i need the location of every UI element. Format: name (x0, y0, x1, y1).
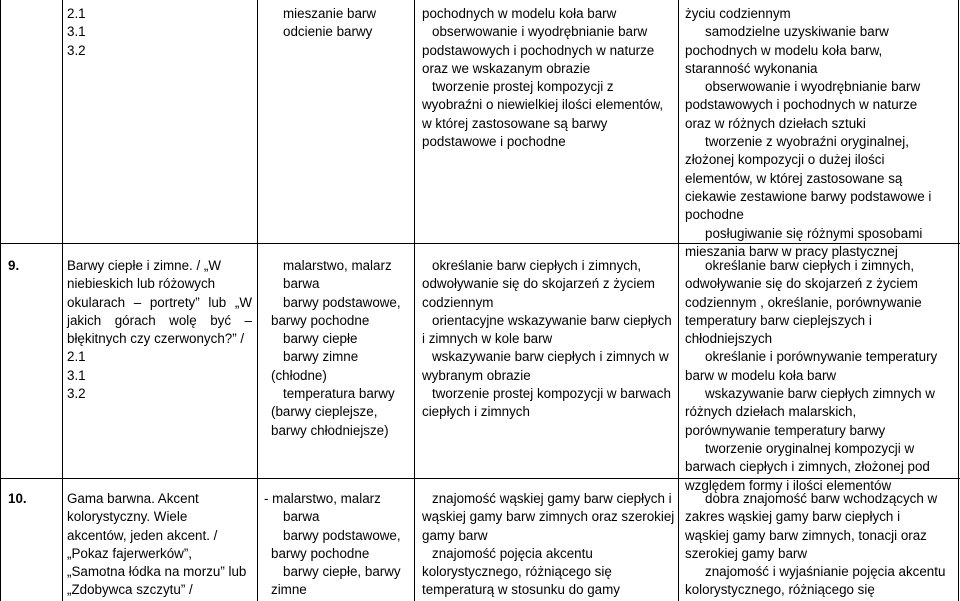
topic-cell (67, 5, 252, 60)
topic-line: akcentów, jeden akcent. / (67, 527, 218, 543)
requirement-line: wąskiej gamy barw zimnych, tonacji oraz (685, 527, 927, 543)
requirement-line: elementów, w której zastosowane są (685, 170, 903, 186)
table-border-left (0, 0, 1, 601)
requirement-line: obserwowanie i wyodrębnianie barw (432, 24, 648, 40)
topic-line: Gama barwna. Akcent (67, 491, 199, 506)
requirement-line: i zimnych w kole barw (422, 331, 553, 347)
requirement-line: mieszania barw w pracy plastycznej (685, 243, 898, 259)
requirement-line: oraz w różnych dziełach sztuki (685, 115, 866, 131)
requirement-line: barw w modelu koła barw (685, 367, 837, 383)
requirement-line: oraz we wskazanym obrazie (422, 60, 591, 76)
topic-line: niebieskich lub różowych (67, 276, 216, 292)
requirement-line: ciekawie zestawione barwy podstawowe i (685, 188, 932, 204)
content-cell (264, 490, 410, 600)
topic-cell (67, 490, 252, 600)
requirement-line: znajomość pojęcia akcentu (432, 545, 593, 561)
requirement-line: w której zastosowane są barwy (422, 115, 608, 131)
requirement-line: życiu codziennym (685, 6, 791, 21)
topic-line: „Samotna łódka na morzu” lub (67, 564, 247, 580)
topic-line: błękitnych czy czerwonych?” / (67, 331, 245, 347)
row-number: 9. (8, 258, 20, 273)
row-number: 10. (8, 491, 27, 506)
extended-requirements-cell (685, 490, 953, 600)
requirement-line: porównywanie temperatury barwy (685, 422, 886, 438)
topic-line: 3.1 (67, 24, 86, 40)
requirement-line: podstawowych i pochodnych w naturze (422, 42, 655, 58)
requirement-line: odwoływanie się do skojarzeń z życiem (422, 276, 655, 292)
requirement-line: zakres wąskiej gamy barw ciepłych i (685, 509, 901, 525)
content-cell (264, 257, 410, 440)
topic-line: okularach – portrety” lub „W (67, 294, 252, 310)
basic-requirements-cell (422, 257, 674, 422)
topic-line: kolorystyczny. Wiele (67, 509, 188, 525)
content-line: barwy ciepłe (283, 331, 358, 347)
column-divider (414, 0, 415, 601)
requirement-line: wskazywanie barw ciepłych zimnych w (705, 386, 935, 402)
topic-line: „Pokaz fajerwerków”, (67, 545, 193, 561)
table-border-right (958, 0, 959, 601)
topic-line: 2.1 (67, 349, 86, 365)
requirement-line: różnych dziełach malarskich, (685, 404, 857, 420)
basic-requirements-cell (422, 490, 674, 600)
content-line: barwy zimne (283, 349, 359, 365)
content-line: (barwy cieplejsze, (271, 404, 378, 420)
topic-line: Barwy ciepłe i zimne. / „W (67, 258, 222, 273)
requirement-line: samodzielne uzyskiwanie barw (705, 24, 889, 40)
content-line: barwa (283, 509, 320, 525)
content-line: barwy pochodne (271, 312, 370, 328)
topic-cell (67, 257, 252, 403)
basic-requirements-cell (422, 5, 674, 151)
requirement-line: barwach ciepłych i zimnych, złożonej pod (685, 459, 930, 475)
requirement-line: posługiwanie się różnymi sposobami (705, 225, 923, 241)
content-line: barwa (283, 276, 320, 292)
requirement-line: podstawowych i pochodnych w naturze (685, 97, 918, 113)
requirement-line: temperaturą w stosunku do gamy (422, 582, 620, 598)
content-line: barwy ciepłe, barwy (283, 564, 401, 580)
content-line: zimne (271, 582, 307, 598)
requirement-line: pochodnych w modelu koła barw (422, 6, 617, 21)
content-line: - malarstwo, malarz (264, 491, 381, 506)
requirement-line: chłodniejszych (685, 331, 773, 347)
requirement-line: określanie barw ciepłych i zimnych, (432, 258, 642, 273)
topic-line: 3.1 (67, 367, 86, 383)
topic-line: 3.2 (67, 42, 86, 58)
requirement-line: staranność wykonania (685, 60, 818, 76)
requirement-line: wybranym obrazie (422, 367, 531, 383)
content-line: (chłodne) (271, 367, 327, 383)
requirement-line: codziennym , określanie, porównywanie (685, 294, 922, 310)
extended-requirements-cell (685, 257, 953, 495)
requirement-line: podstawowe i pochodne (422, 134, 566, 150)
requirement-line: znajomość i wyjaśnianie pojęcia akcentu (705, 564, 946, 580)
content-line: barwy pochodne (271, 545, 370, 561)
requirement-line: określanie barw ciepłych i zimnych, (705, 258, 915, 273)
requirement-line: szerokiej gamy barw (685, 545, 808, 561)
requirement-line: codziennym (422, 294, 494, 310)
requirement-line: kolorystycznego, różniącego się (685, 582, 875, 598)
content-line: barwy podstawowe, (283, 294, 401, 310)
extended-requirements-cell (685, 5, 953, 261)
requirement-line: gamy barw (422, 527, 488, 543)
requirement-line: dobra znajomość barw wchodzących w (705, 491, 938, 506)
requirement-line: obserwowanie i wyodrębnianie barw (705, 79, 921, 95)
content-cell (264, 5, 410, 42)
content-line: malarstwo, malarz (283, 258, 392, 273)
requirement-line: określanie i porównywanie temperatury (705, 349, 938, 365)
column-divider (257, 0, 258, 601)
content-line: odcienie barwy (283, 24, 373, 40)
column-divider (62, 0, 63, 601)
requirement-line: kolorystycznego, różniącego się (422, 564, 612, 580)
column-divider (678, 0, 679, 601)
topic-line: jakich górach wolę być – (67, 312, 252, 328)
requirement-line: znajomość wąskiej gamy barw ciepłych i (432, 491, 672, 506)
content-line: barwy podstawowe, (283, 527, 401, 543)
requirement-line: tworzenie prostej kompozycji z (432, 79, 614, 95)
requirement-line: względem formy i ilości elementów (685, 477, 892, 493)
topic-line: 2.1 (67, 6, 86, 21)
requirement-line: tworzenie prostej kompozycji w barwach (432, 386, 671, 402)
requirement-line: pochodne (685, 207, 744, 223)
topic-line: 3.2 (67, 386, 86, 402)
requirement-line: wskazywanie barw ciepłych i zimnych w (432, 349, 669, 365)
requirement-line: odwoływanie się do skojarzeń z życiem (685, 276, 918, 292)
content-line: barwy chłodniejsze) (271, 422, 389, 438)
requirement-line: temperatury barw cieplejszych i (685, 312, 872, 328)
requirement-line: złożonej kompozycji o dużej ilości (685, 152, 885, 168)
requirement-line: tworzenie oryginalnej kompozycji w (705, 440, 915, 456)
requirement-line: pochodnych w modelu koła barw, (685, 42, 883, 58)
requirement-line: wyobraźni o niewielkiej ilości elementów, (422, 97, 664, 113)
topic-line: „Zdobywca szczytu” / (67, 582, 193, 598)
content-line: mieszanie barw (283, 6, 377, 21)
requirement-line: wąskiej gamy barw zimnych oraz szerokiej (422, 509, 675, 525)
content-line: temperatura barwy (283, 386, 395, 402)
requirement-line: ciepłych i zimnych (422, 404, 530, 420)
requirement-line: orientacyjne wskazywanie barw ciepłych (432, 312, 672, 328)
requirement-line: tworzenie z wyobraźni oryginalnej, (705, 134, 909, 150)
